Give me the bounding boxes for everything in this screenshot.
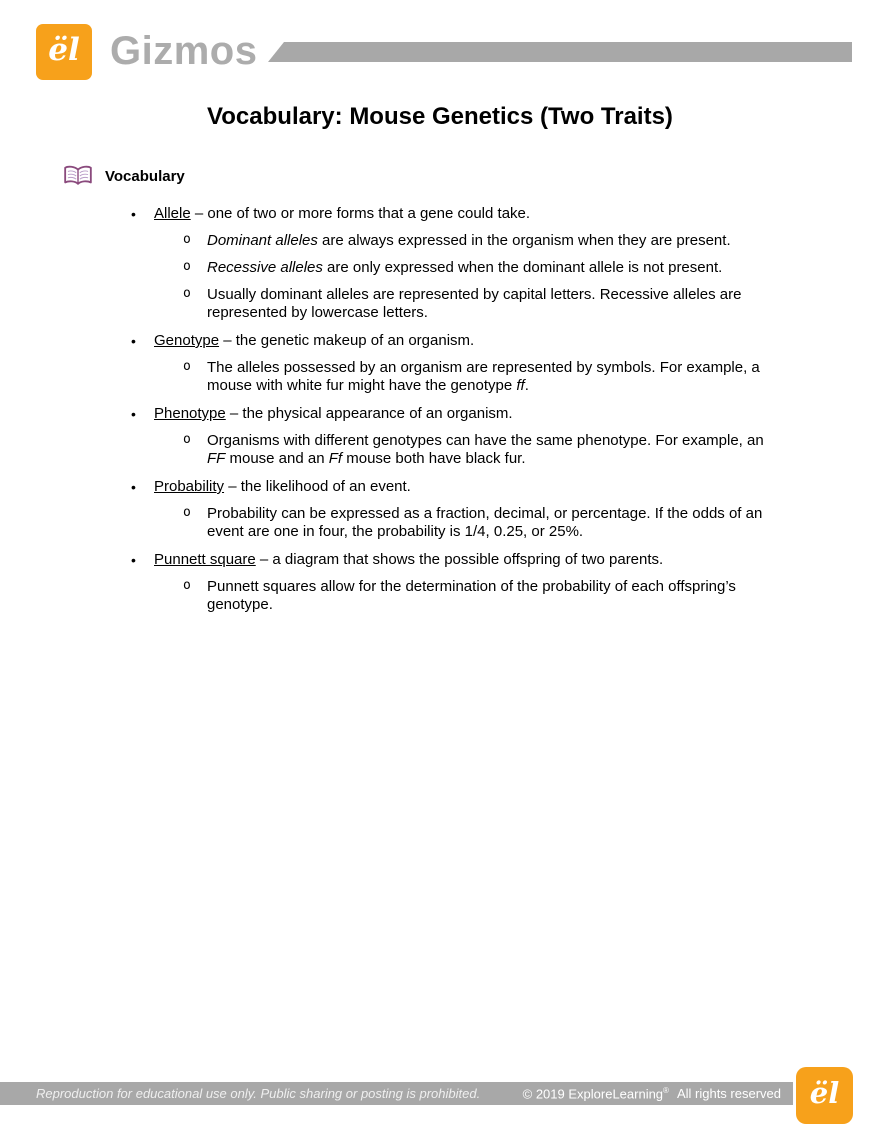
header-divider-bar xyxy=(268,42,852,62)
text-segment: are only expressed when the dominant allele is not present. xyxy=(322,259,723,276)
sub-bullet-icon: o xyxy=(183,359,191,374)
term-definition: – the genetic makeup of an organism. xyxy=(219,332,475,349)
term-text: Allele xyxy=(154,205,191,222)
vocabulary-list xyxy=(0,205,880,624)
term-genotype xyxy=(0,332,880,395)
text-segment: Dominant alleles xyxy=(207,232,318,249)
term-line xyxy=(0,205,880,223)
el-logo-icon: ël xyxy=(809,1076,840,1110)
text-segment: mouse both have black fur. xyxy=(342,450,526,467)
sub-item xyxy=(0,232,880,250)
term-allele xyxy=(0,205,880,322)
vocabulary-heading xyxy=(63,165,185,187)
text-segment: Ff xyxy=(328,450,343,467)
term-text: Genotype xyxy=(154,332,220,349)
text-segment: mouse and an xyxy=(225,450,329,467)
term-definition: – a diagram that shows the possible offspring of two parents. xyxy=(255,551,664,568)
sub-item xyxy=(0,432,880,468)
vocabulary-label: Vocabulary xyxy=(105,167,185,185)
page-title: Vocabulary: Mouse Genetics (Two Traits) xyxy=(207,103,673,130)
bullet-icon: • xyxy=(131,333,136,349)
text-segment: Punnett squares allow for the determination of the probability of each offspring’s genotype. xyxy=(207,578,736,613)
text-segment: . xyxy=(524,377,529,394)
el-logo-icon: ël xyxy=(48,31,80,68)
term-line xyxy=(0,551,880,569)
text-segment: are always expressed in the organism when they are present. xyxy=(317,232,731,249)
bullet-icon: • xyxy=(131,479,136,495)
sub-item xyxy=(0,578,880,614)
term-text: Probability xyxy=(154,478,225,495)
footer-copyright xyxy=(523,1086,781,1101)
explorelearning-logo-footer xyxy=(796,1067,853,1124)
footer-bar xyxy=(0,1082,793,1105)
explorelearning-logo xyxy=(36,24,92,80)
term-definition: – the physical appearance of an organism. xyxy=(225,405,513,422)
term-punnett-square xyxy=(0,551,880,614)
footer-reproduction-notice: Reproduction for educational use only. Public sharing or posting is prohibited. xyxy=(36,1086,481,1101)
text-segment: FF xyxy=(207,450,226,467)
text-segment: Recessive alleles xyxy=(207,259,323,276)
sub-bullet-icon: o xyxy=(183,259,191,274)
book-icon xyxy=(63,165,93,187)
sub-item xyxy=(0,359,880,395)
gizmos-brand: Gizmos xyxy=(110,29,258,73)
registered-mark: ® xyxy=(663,1085,669,1095)
text-segment: The alleles possessed by an organism are represented by symbols. For example, a mouse with white fur might have the genotype xyxy=(207,359,760,394)
sub-bullet-icon: o xyxy=(183,432,191,447)
sub-bullet-icon: o xyxy=(183,505,191,520)
text-segment: Usually dominant alleles are represented by capital letters. Recessive alleles are represented by lowercase letters. xyxy=(207,286,742,321)
text-segment: Probability can be expressed as a fraction, decimal, or percentage. If the odds of an event are one in four, the probability is 1/4, 0.25, or 25%. xyxy=(207,505,763,540)
copyright-text: © 2019 ExploreLearning xyxy=(522,1086,664,1102)
term-phenotype xyxy=(0,405,880,468)
term-line xyxy=(0,405,880,423)
bullet-icon: • xyxy=(131,206,136,222)
term-line xyxy=(0,478,880,496)
bullet-icon: • xyxy=(131,552,136,568)
text-segment: Organisms with different genotypes can have the same phenotype. For example, an xyxy=(207,432,764,449)
term-definition: – the likelihood of an event. xyxy=(224,478,411,495)
term-probability xyxy=(0,478,880,541)
sub-item xyxy=(0,505,880,541)
bullet-icon: • xyxy=(131,406,136,422)
sub-item xyxy=(0,259,880,277)
sub-bullet-icon: o xyxy=(183,232,191,247)
sub-item xyxy=(0,286,880,322)
term-line xyxy=(0,332,880,350)
term-text: Punnett square xyxy=(154,551,256,568)
sub-bullet-icon: o xyxy=(183,578,191,593)
term-definition: – one of two or more forms that a gene could take. xyxy=(190,205,531,222)
sub-bullet-icon: o xyxy=(183,286,191,301)
rights-text: All rights reserved xyxy=(676,1086,781,1102)
term-text: Phenotype xyxy=(154,405,226,422)
text-segment: ff xyxy=(516,377,525,394)
